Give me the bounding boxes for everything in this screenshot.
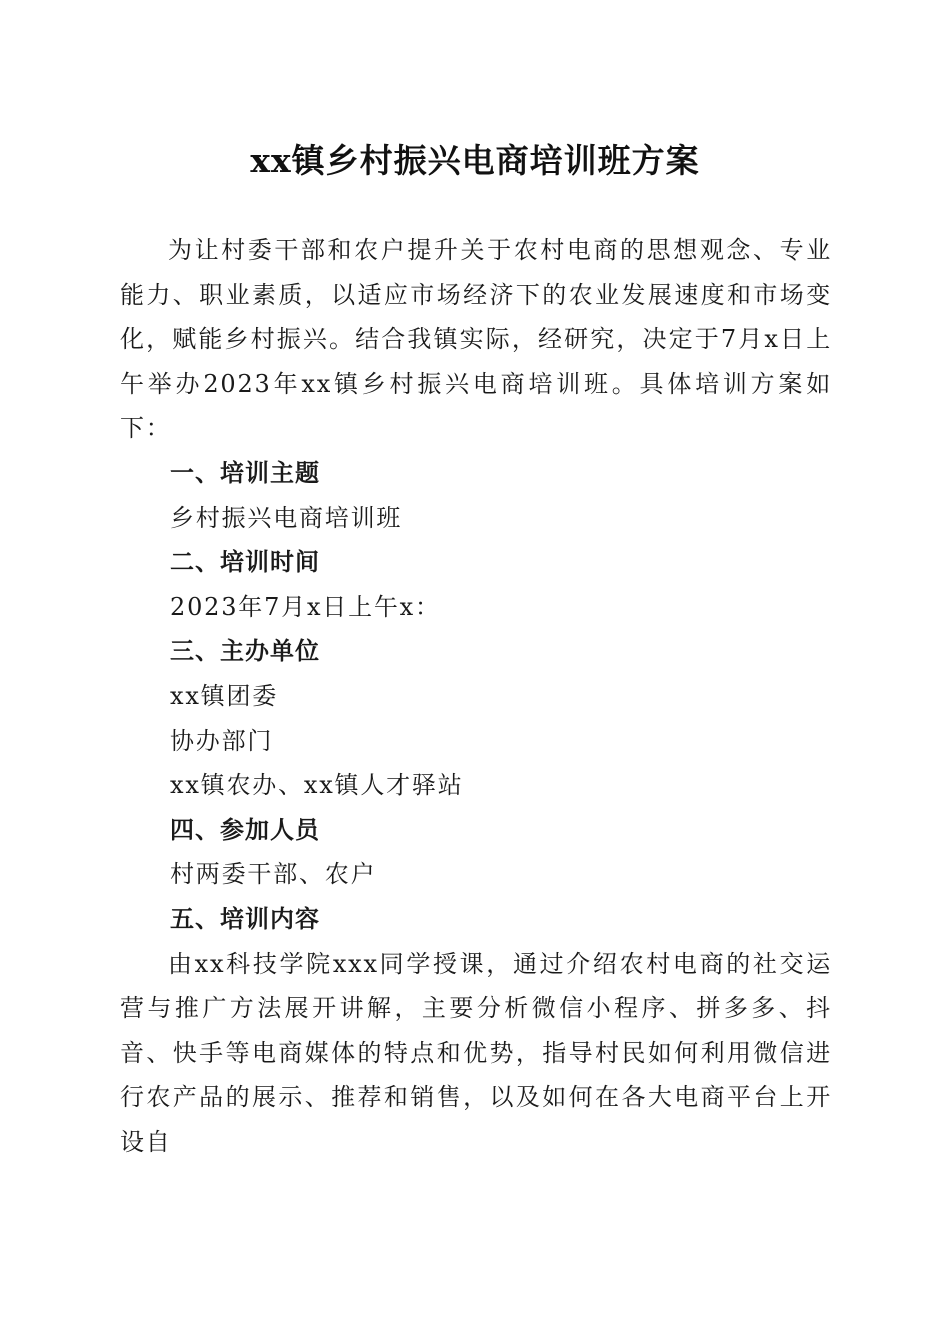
section-1-heading: 一、培训主题	[170, 458, 320, 487]
section-3-sub-content: xx镇农办、xx镇人才驿站	[170, 771, 464, 800]
section-3-content: xx镇团委	[170, 681, 279, 710]
section-4-heading: 四、参加人员	[170, 815, 320, 844]
document-title: xx镇乡村振兴电商培训班方案	[250, 141, 700, 180]
section-5-content: 由xx科技学院xxx同学授课，通过介绍农村电商的社交运营与推广方法展开讲解，主要分析微信小程序、拼多多、抖音、快手等电商媒体的特点和优势，指导村民如何利用微信进行农产品的展示、推荐和销售，以及如何在各大电商平台上开设自	[120, 949, 832, 1156]
section-5-heading: 五、培训内容	[170, 904, 320, 933]
document-body	[120, 228, 832, 1164]
section-1-content: 乡村振兴电商培训班	[170, 503, 403, 532]
section-4-content: 村两委干部、农户	[170, 860, 377, 889]
section-3-heading: 三、主办单位	[170, 637, 320, 666]
section-2-heading: 二、培训时间	[170, 548, 320, 577]
section-3-sub-label: 协办部门	[170, 726, 274, 755]
intro-paragraph: 为让村委干部和农户提升关于农村电商的思想观念、专业能力、职业素质，以适应市场经济下的农业发展速度和市场变化，赋能乡村振兴。结合我镇实际，经研究，决定于7月x日上午举办2023年xx镇乡村振兴电商培训班。具体培训方案如下：	[120, 236, 832, 443]
section-2-content: 2023年7月x日上午x：	[170, 592, 441, 621]
